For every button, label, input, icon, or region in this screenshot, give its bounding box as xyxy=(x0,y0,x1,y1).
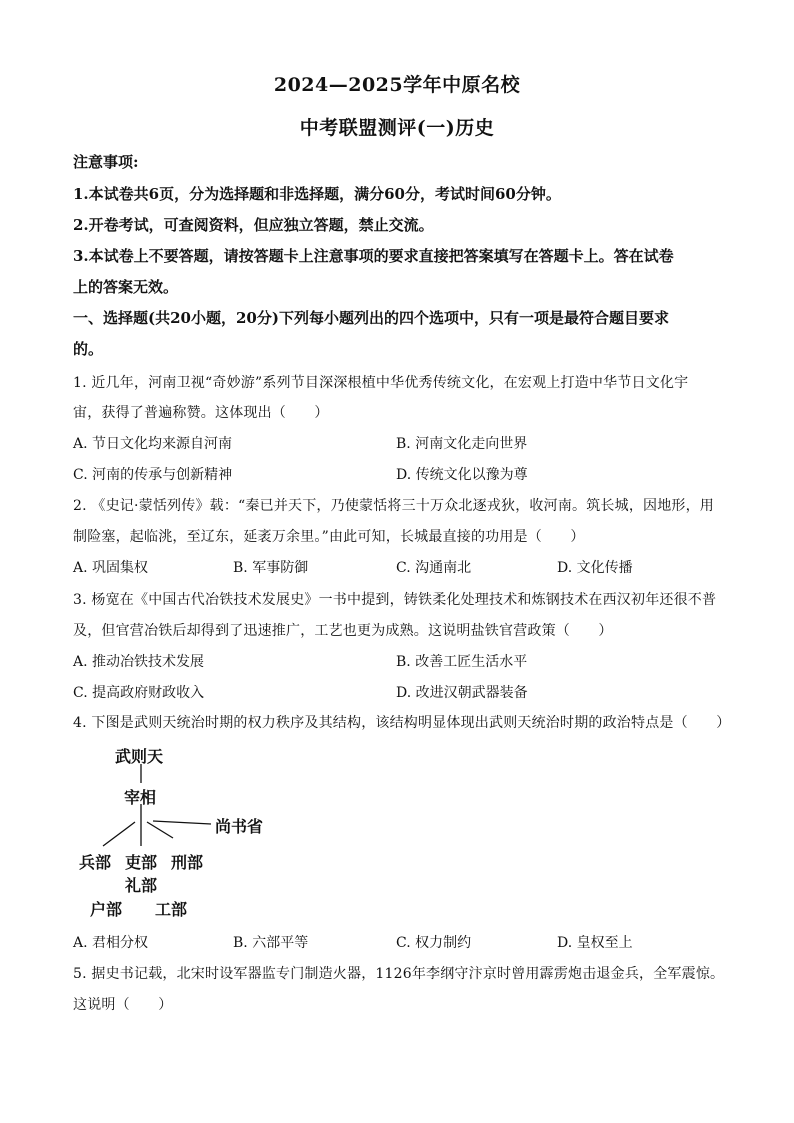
diagram-node-secretariat: 尚书省 xyxy=(215,817,264,836)
question-2-option-a: A. 巩固集权 xyxy=(73,560,149,576)
diagram-node-ministry-works: 工部 xyxy=(155,900,188,919)
notice-heading: 注意事项: xyxy=(73,153,139,171)
diagram-node-ministry-rites: 礼部 xyxy=(125,876,158,895)
question-4-stem-line1: 4. 下图是武则天统治时期的权力秩序及其结构，该结构明显体现出武则天统治时期的政治特点是（ ） xyxy=(73,715,731,731)
question-1-stem-line1: 1. 近几年，河南卫视“奇妙游”系列节目深深根植中华优秀传统文化，在宏观上打造中华节日文化宇 xyxy=(73,375,689,391)
question-4-option-c: C. 权力制约 xyxy=(396,935,472,951)
question-5-stem-line2: 这说明（ ） xyxy=(73,997,173,1013)
question-3-option-b: B. 改善工匠生活水平 xyxy=(396,654,528,670)
diagram-node-ministry-revenue: 户部 xyxy=(90,900,123,919)
question-3-option-a: A. 推动冶铁技术发展 xyxy=(73,654,205,670)
question-1-stem-line2: 宙，获得了普遍称赞。这体现出（ ） xyxy=(73,405,329,421)
question-3-option-d: D. 改进汉朝武器装备 xyxy=(396,685,528,701)
notice-item-1: 1.本试卷共6页，分为选择题和非选择题，满分60分，考试时间60分钟。 xyxy=(73,185,561,203)
section-heading-line1: 一、选择题(共20小题，20分)下列每小题列出的四个选项中，只有一项是最符合题目要求 xyxy=(73,309,669,327)
question-2-stem-line2: 制险塞，起临洮，至辽东，延袤万余里。”由此可知，长城最直接的功用是（ ） xyxy=(73,529,585,545)
question-1-option-c: C. 河南的传承与创新精神 xyxy=(73,467,233,483)
question-1-option-b: B. 河南文化走向世界 xyxy=(396,436,528,452)
question-1-option-d: D. 传统文化以豫为尊 xyxy=(396,467,528,483)
exam-title-line1: 2024—2025学年中原名校 xyxy=(273,74,521,96)
notice-item-3-line2: 上的答案无效。 xyxy=(73,278,179,296)
question-2-option-c: C. 沟通南北 xyxy=(396,560,472,576)
question-4-option-d: D. 皇权至上 xyxy=(557,935,633,951)
diagram-connector-lines xyxy=(73,738,333,923)
power-structure-diagram xyxy=(73,738,333,923)
question-1-option-a: A. 节日文化均来源自河南 xyxy=(73,436,233,452)
question-2-stem-line1: 2. 《史记·蒙恬列传》载：“秦已并天下，乃使蒙恬将三十万众北逐戎狄，收河南。筑长城，因地形，用 xyxy=(73,498,715,514)
question-2-option-b: B. 军事防御 xyxy=(233,560,309,576)
question-3-stem-line2: 及，但官营冶铁后却得到了迅速推广，工艺也更为成熟。这说明盐铁官营政策（ ） xyxy=(73,623,613,639)
notice-item-2: 2.开卷考试，可查阅资料，但应独立答题，禁止交流。 xyxy=(73,216,434,234)
question-5-stem-line1: 5. 据史书记载，北宋时设军器监专门制造火器，1126年李纲守汴京时曾用霹雳炮击退金兵，全军震惊。 xyxy=(73,966,725,982)
question-3-option-c: C. 提高政府财政收入 xyxy=(73,685,205,701)
diagram-node-ministry-personnel: 吏部 xyxy=(125,853,158,872)
question-4-option-b: B. 六部平等 xyxy=(233,935,309,951)
diagram-node-emperor: 武则天 xyxy=(115,747,164,766)
question-4-option-a: A. 君相分权 xyxy=(73,935,149,951)
notice-item-3-line1: 3.本试卷上不要答题，请按答题卡上注意事项的要求直接把答案填写在答题卡上。答在试卷 xyxy=(73,247,674,265)
diagram-node-ministry-justice: 刑部 xyxy=(171,853,204,872)
question-2-option-d: D. 文化传播 xyxy=(557,560,633,576)
diagram-node-chancellor: 宰相 xyxy=(124,788,157,807)
question-3-stem-line1: 3. 杨宽在《中国古代冶铁技术发展史》一书中提到，铸铁柔化处理技术和炼钢技术在西汉初年还很不普 xyxy=(73,592,717,608)
section-heading-line2: 的。 xyxy=(73,340,104,358)
diagram-node-ministry-war: 兵部 xyxy=(79,853,112,872)
exam-title-line2: 中考联盟测评(一)历史 xyxy=(299,117,495,139)
